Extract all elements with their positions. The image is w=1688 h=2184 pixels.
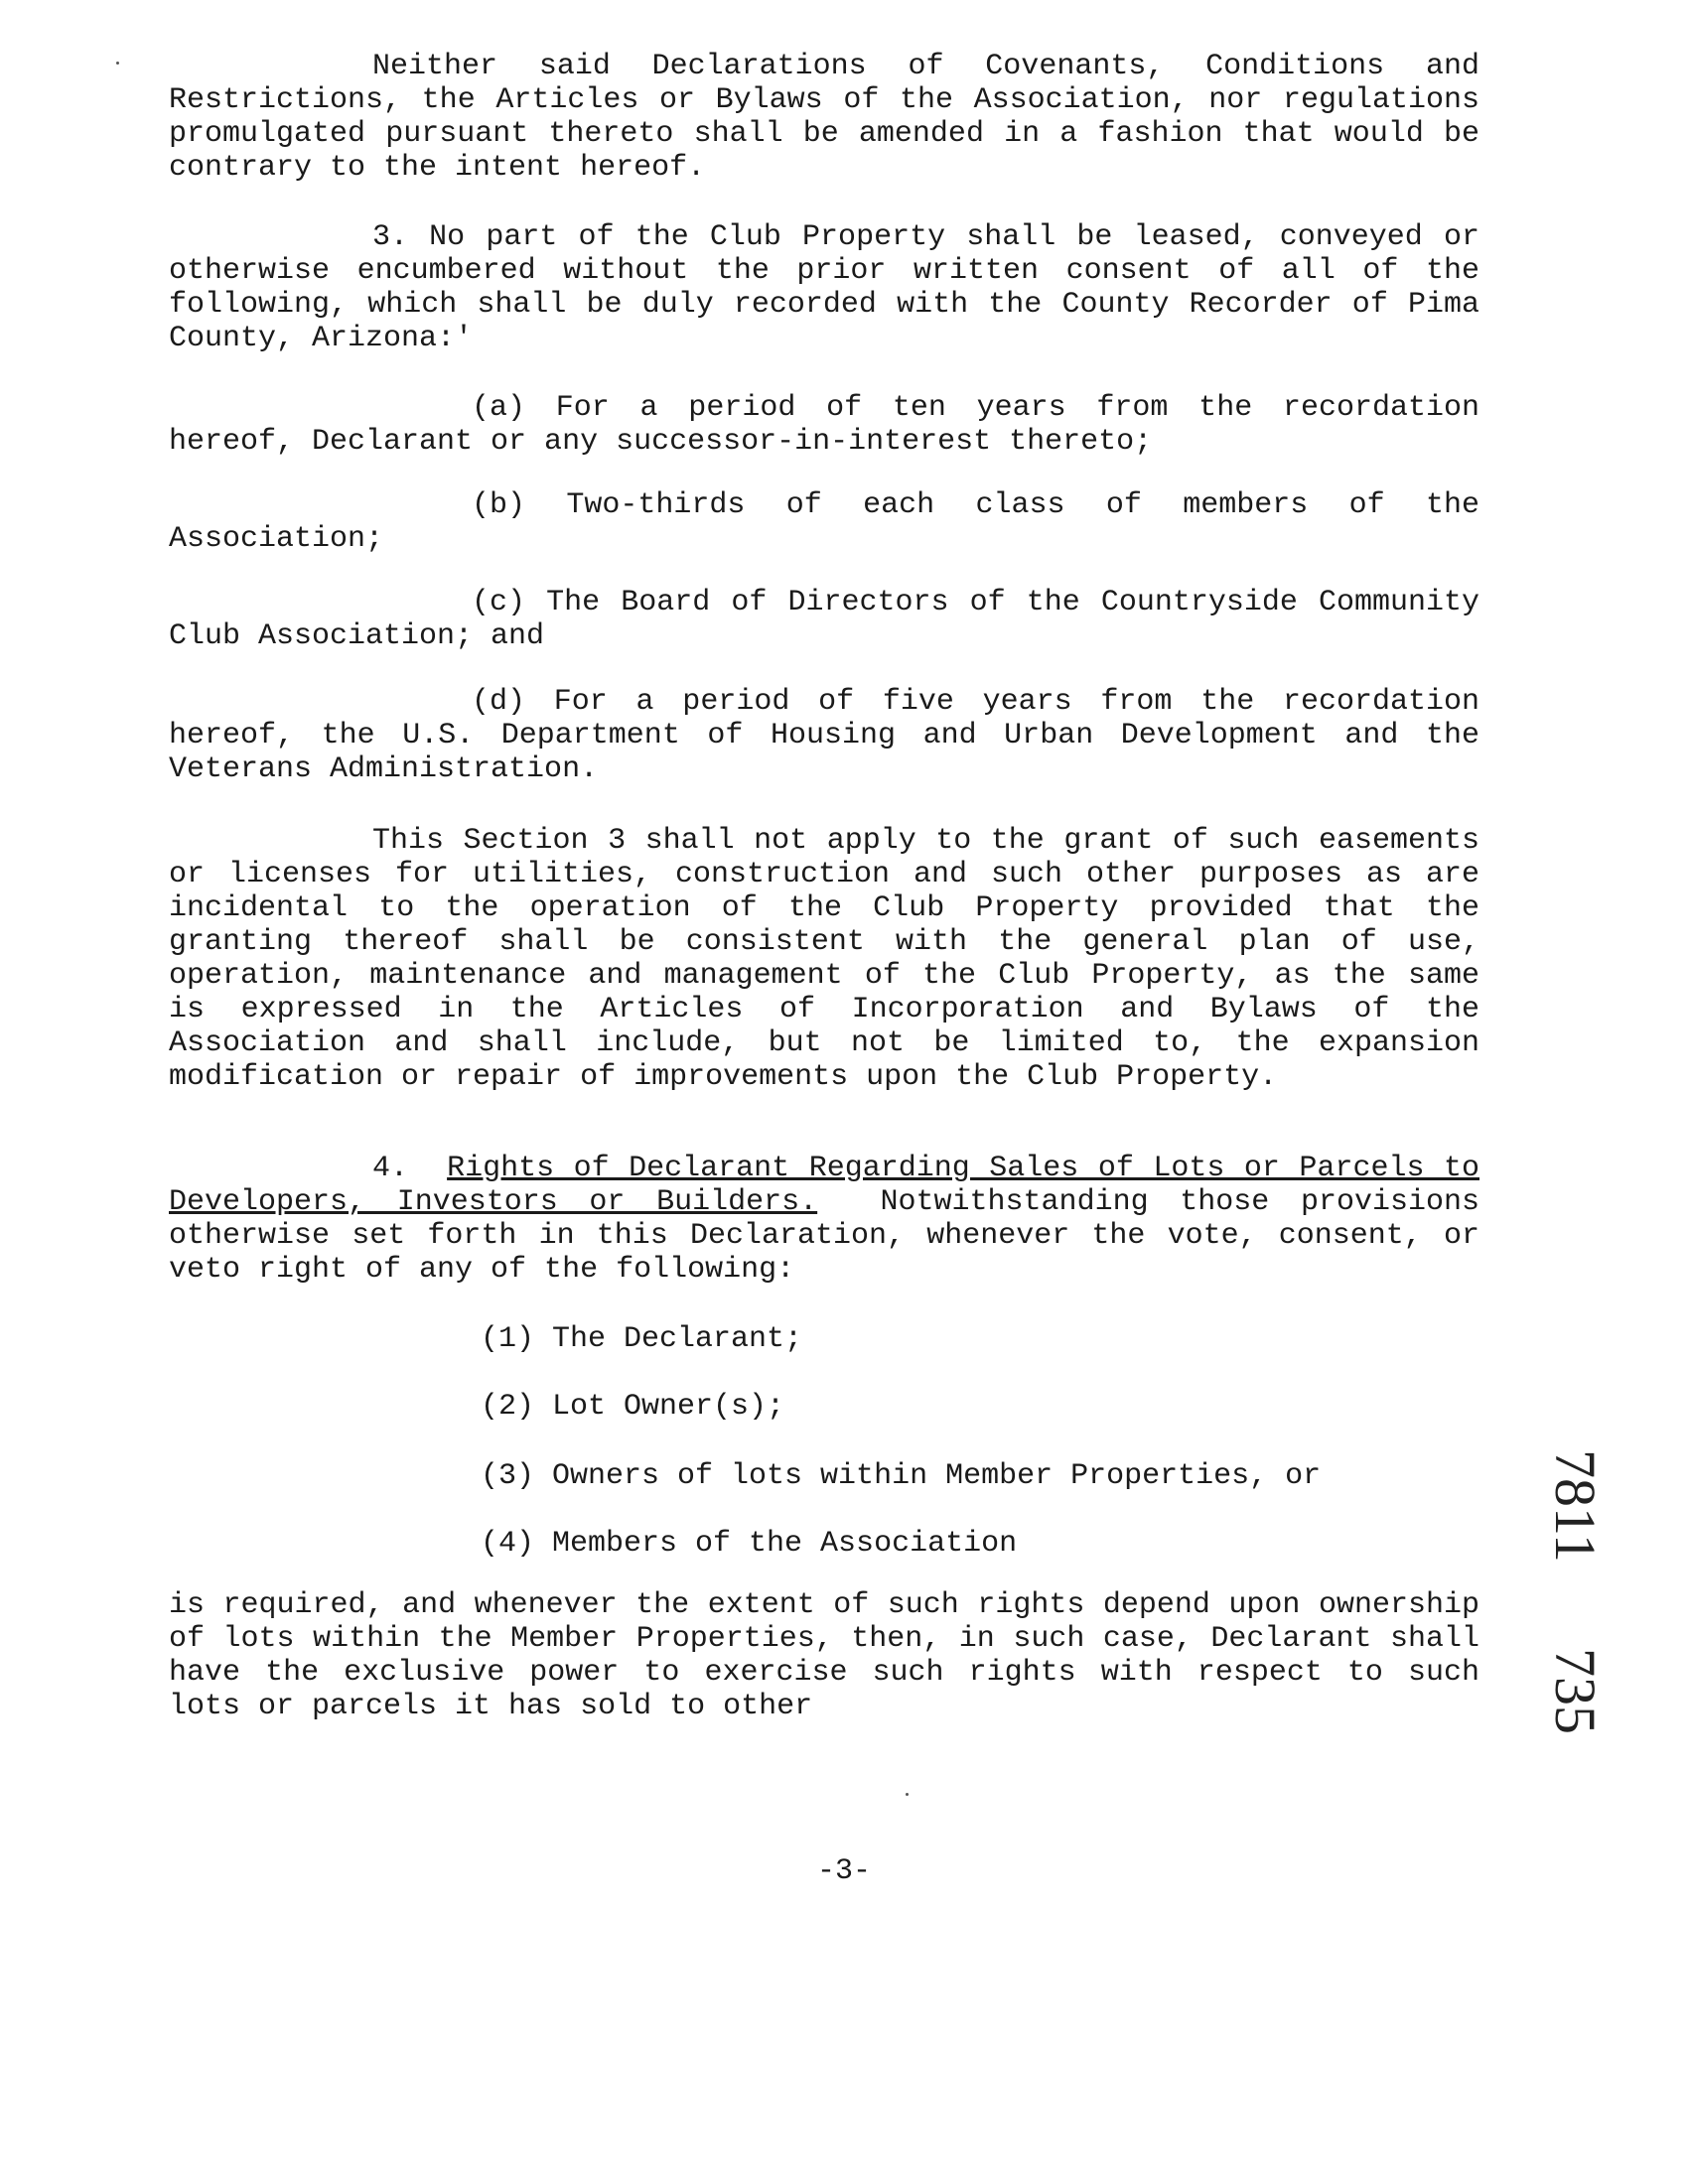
- item-b-paragraph: [169, 488, 1479, 556]
- item-c-paragraph: [169, 586, 1479, 653]
- list-item-declarant: (1) The Declarant;: [481, 1322, 803, 1356]
- scan-speck: [116, 62, 119, 65]
- section-4-text: [169, 1152, 1479, 1287]
- item-a-paragraph: [169, 391, 1479, 459]
- list-item-owners-member-properties: (3) Owners of lots within Member Properties, or: [481, 1459, 1322, 1493]
- item-b-text: (b) Two-thirds of each class of members of the Association;: [169, 488, 1479, 556]
- section-3-exception-paragraph: [169, 824, 1479, 1094]
- section-4-paragraph: [169, 1152, 1479, 1287]
- recording-stamp: [1534, 1449, 1608, 1757]
- item-d-paragraph: [169, 685, 1479, 786]
- scan-speck: [906, 1793, 909, 1796]
- section-4-body: Notwithstanding those provisions otherwise set forth in this Declaration, whenever the vote, consent, or veto right of any of the following:: [169, 1185, 1479, 1287]
- item-c-text: (c) The Board of Directors of the Countryside Community Club Association; and: [169, 586, 1479, 653]
- item-a-text: (a) For a period of ten years from the recordation hereof, Declarant or any successor-in-interest thereto;: [169, 391, 1479, 459]
- section-3-paragraph: [169, 220, 1479, 355]
- item-d-text: (d) For a period of five years from the recordation hereof, the U.S. Department of Housing and Urban Development and the Veterans Administration.: [169, 685, 1479, 786]
- page-number: -3-: [816, 1854, 871, 1888]
- list-item-members: (4) Members of the Association: [481, 1527, 1018, 1561]
- closing-text: is required, and whenever the extent of such rights depend upon ownership of lots within the Member Properties, then, in such case, Declarant shall have the exclusive power to exercise such rights with respect to such lots or parcels it has sold to other: [169, 1588, 1479, 1723]
- closing-paragraph: [169, 1588, 1479, 1723]
- recording-page-number: 735: [1543, 1648, 1608, 1734]
- recording-book-number: 7811: [1543, 1449, 1608, 1563]
- section-4-number: 4.: [372, 1152, 409, 1185]
- intro-paragraph: [169, 50, 1479, 185]
- section-3-text: 3. No part of the Club Property shall be leased, conveyed or otherwise encumbered without the prior written consent of all of the following, which shall be duly recorded with the County Recorder of Pima County, Arizona:': [169, 220, 1479, 355]
- section-4-heading: Rights of Declarant Regarding Sales of Lots or Parcels to Developers, Investors or Builders.: [169, 1152, 1479, 1219]
- intro-text: Neither said Declarations of Covenants, Conditions and Restrictions, the Articles or Bylaws of the Association, nor regulations promulgated pursuant thereto shall be amended in a fashion that would be contrary to the intent hereof.: [169, 50, 1479, 185]
- list-item-lot-owners: (2) Lot Owner(s);: [481, 1390, 785, 1424]
- section-3-exception-text: This Section 3 shall not apply to the grant of such easements or licenses for utilities, construction and such other purposes as are incidental to the operation of the Club Property provided that the granting thereof shall be consistent with the general plan of use, operation, maintenance and management of the Club Property, as the same is expressed in the Articles of Incorporation and Bylaws of the Association and shall include, but not be limited to, the expansion modification or repair of improvements upon the Club Property.: [169, 824, 1479, 1094]
